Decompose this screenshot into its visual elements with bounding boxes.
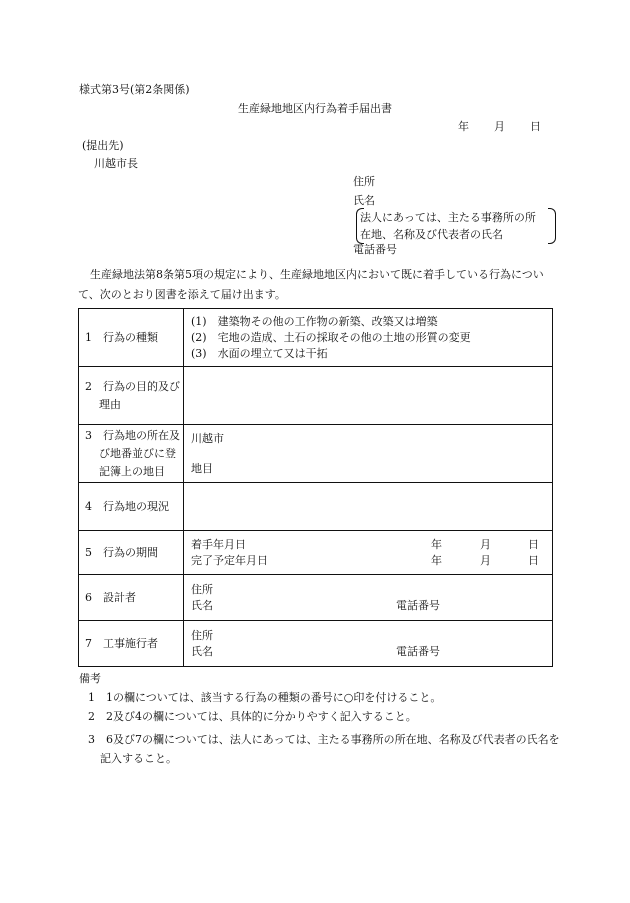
start-date-label: 着手年月日 [191,537,246,551]
remark-item-1: 1 1の欄については、該当する行為の種類の番号に○印を付けること。 [88,691,442,704]
bracket-right [548,208,556,244]
action-type-option-2[interactable]: (2) 宅地の造成、土石の採取その他の土地の形質の変更 [191,330,471,344]
table-row-contractor [79,621,553,667]
date-day-label: 日 [530,120,541,133]
action-type-options[interactable] [184,309,553,367]
action-type-label: 1 行為の種類 [85,330,158,344]
form-table [78,308,553,667]
purpose-label: 2 行為の目的及び理由 [85,379,180,411]
corporation-note [360,209,536,243]
period-field[interactable] [184,531,553,575]
end-date-row [184,553,552,569]
corporation-note-line1: 法人にあっては、主たる事務所の所 [360,211,536,224]
designer-name-label: 氏名 [191,598,213,612]
document-title: 生産緑地地区内行為着手届出書 [238,102,392,115]
location-city: 川越市 [191,431,224,445]
table-row-current-state [79,483,553,531]
start-day-label: 日 [528,537,539,551]
current-state-label: 4 行為地の現況 [85,499,169,513]
designer-label: 6 設計者 [85,590,136,604]
end-date-label: 完了予定年月日 [191,553,268,567]
submit-to-label: (提出先) [82,139,124,152]
action-type-option-3[interactable]: (3) 水面の埋立て又は干拓 [191,346,328,360]
addressee-name: 川越市長 [94,157,138,170]
declaration-text: 生産緑地法第8条第5項の規定により、生産緑地地区内において既に着手している行為について、次のとおり図書を添えて届け出ます。 [78,268,544,301]
contractor-address-label: 住所 [191,628,213,642]
purpose-field[interactable] [184,367,553,425]
current-state-field[interactable] [184,483,553,531]
table-row-location [79,425,553,483]
remark-item-3: 3 6及び7の欄については、法人にあっては、主たる事務所の所在地、名称及び代表者の氏名を記入すること。 [88,733,560,765]
table-row-action-type [79,309,553,367]
date-year-label: 年 [458,120,469,133]
land-category-label: 地目 [191,461,213,475]
applicant-phone-label: 電話番号 [353,243,397,256]
contractor-phone-label: 電話番号 [396,644,440,658]
remarks-title: 備考 [79,672,101,685]
date-month-label: 月 [494,120,505,133]
contractor-field[interactable] [184,621,553,667]
applicant-name-label: 氏名 [353,194,375,207]
start-month-label: 月 [480,537,491,551]
location-label: 3 行為地の所在及び地番並びに登記簿上の地目 [85,428,180,478]
table-row-period [79,531,553,575]
contractor-name-label: 氏名 [191,644,213,658]
start-year-label: 年 [431,537,442,551]
end-year-label: 年 [431,553,442,567]
action-type-option-1[interactable]: (1) 建築物その他の工作物の新築、改築又は増築 [191,314,438,328]
start-date-row [184,537,552,553]
designer-address-label: 住所 [191,582,213,596]
remark-item-2: 2 2及び4の欄については、具体的に分かりやすく記入すること。 [88,710,417,723]
location-field[interactable] [184,425,553,483]
end-month-label: 月 [480,553,491,567]
end-day-label: 日 [528,553,539,567]
period-label: 5 行為の期間 [85,545,158,559]
table-row-designer [79,575,553,621]
designer-field[interactable] [184,575,553,621]
form-number: 様式第3号(第2条関係) [79,83,190,96]
contractor-label: 7 工事施行者 [85,636,158,650]
table-row-purpose [79,367,553,425]
applicant-address-label: 住所 [353,175,375,188]
corporation-note-line2: 在地、名称及び代表者の氏名 [360,228,503,241]
designer-phone-label: 電話番号 [396,598,440,612]
